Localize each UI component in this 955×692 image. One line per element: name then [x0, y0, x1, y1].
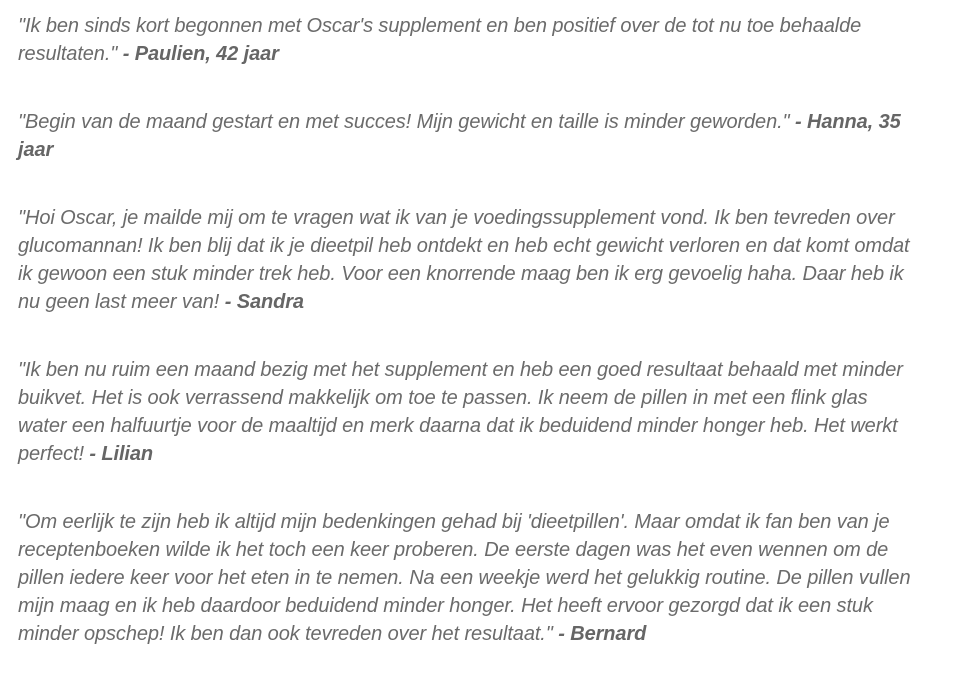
- testimonial-quote: "Begin van de maand gestart en met succes! Mijn gewicht en taille is minder geworden.": [18, 111, 790, 133]
- testimonial-quote: "Hoi Oscar, je mailde mij om te vragen wat ik van je voedingssupplement vond. Ik ben tevreden over glucomannan! Ik ben blij dat ik je dieetpil heb ontdekt en heb echt gewicht verloren en dat komt omdat ik gewoon een stuk minder trek heb. Voor een knorrende maag ben ik erg gevoelig haha. Daar heb ik nu geen last meer van!: [18, 207, 910, 313]
- testimonial-author: - Hanna, 35 jaar: [18, 111, 901, 161]
- testimonial-bernard: [18, 508, 918, 648]
- testimonial-quote: "Ik ben sinds kort begonnen met Oscar's supplement en ben positief over de tot nu toe behaalde resultaten.": [18, 15, 862, 65]
- testimonial-lilian: [18, 356, 918, 468]
- testimonials-list: [18, 12, 918, 648]
- testimonial-author: - Paulien, 42 jaar: [122, 43, 279, 65]
- testimonial-paulien: [18, 12, 918, 68]
- testimonial-quote: "Om eerlijk te zijn heb ik altijd mijn bedenkingen gehad bij 'dieetpillen'. Maar omdat ik fan ben van je receptenboeken wilde ik het toch een keer proberen. De eerste dagen was het even wennen om de pillen iedere keer voor het eten in te nemen. Na een weekje werd het gelukkig routine. De pillen vullen mijn maag en ik heb daardoor beduidend minder honger. Het heeft ervoor gezorgd dat ik een stuk minder opschep! Ik ben dan ook tevreden over het resultaat.": [18, 511, 911, 645]
- testimonial-quote: "Ik ben nu ruim een maand bezig met het supplement en heb een goed resultaat behaald met minder buikvet. Het is ook verrassend makkelijk om toe te passen. Ik neem de pillen in met een flink glas water een halfuurtje voor de maaltijd en merk daarna dat ik beduidend minder honger heb. Het werkt perfect!: [18, 359, 903, 465]
- testimonial-author: - Bernard: [558, 623, 647, 645]
- testimonial-sandra: [18, 204, 918, 316]
- testimonial-author: - Sandra: [224, 291, 304, 313]
- testimonial-hanna: [18, 108, 918, 164]
- testimonial-author: - Lilian: [89, 443, 154, 465]
